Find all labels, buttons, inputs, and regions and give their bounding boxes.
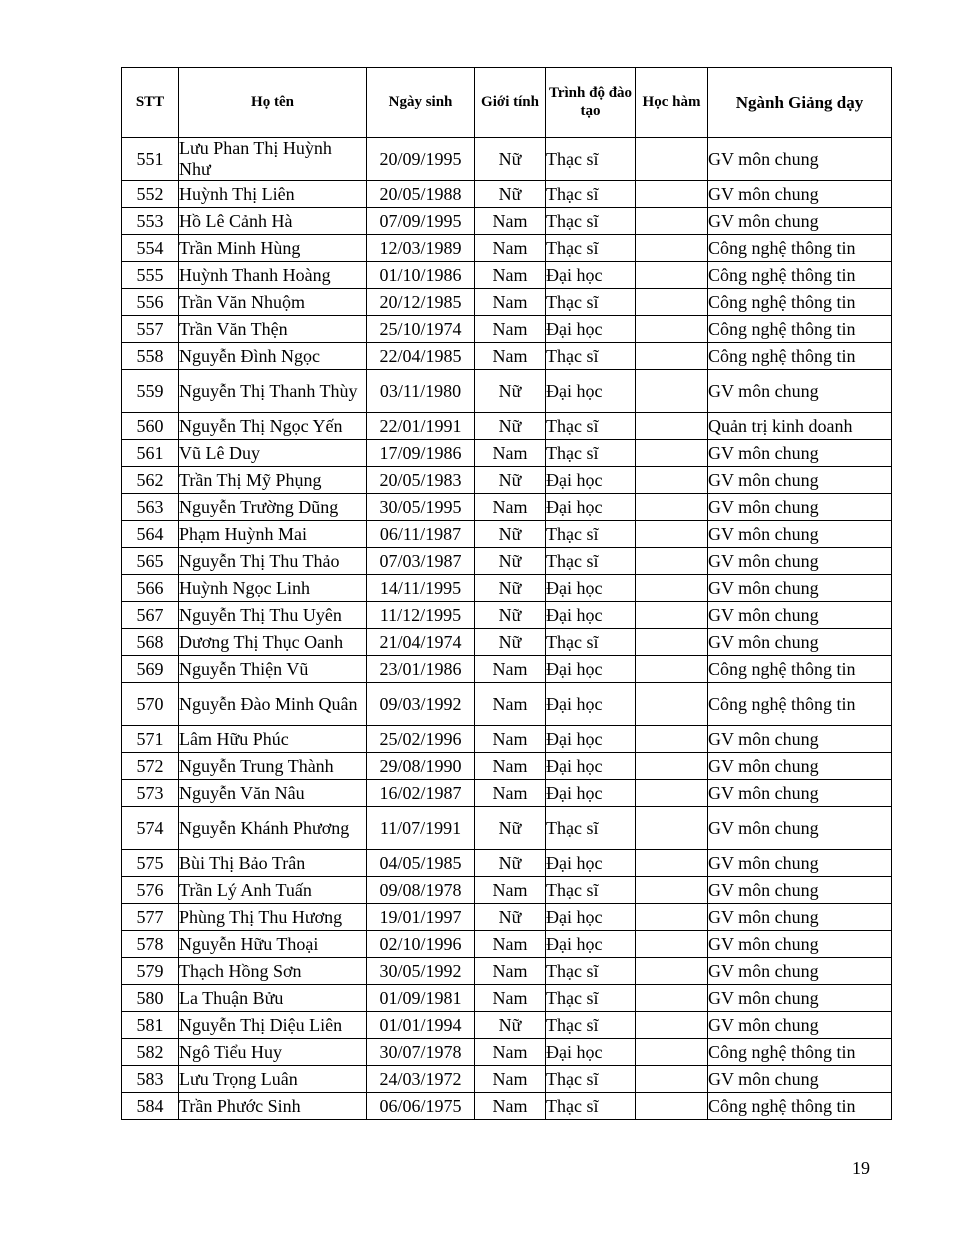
cell-major: Công nghệ thông tin — [708, 289, 892, 316]
cell-degree: Đại học — [546, 931, 636, 958]
cell-gender: Nữ — [475, 467, 546, 494]
table-row — [122, 753, 892, 780]
cell-major: Công nghệ thông tin — [708, 683, 892, 726]
cell-gender: Nam — [475, 753, 546, 780]
cell-dob: 16/02/1987 — [367, 780, 475, 807]
cell-gender: Nam — [475, 289, 546, 316]
cell-name: La Thuận Bửu — [179, 985, 367, 1012]
header-degree: Trình độ đào tạo — [546, 68, 636, 138]
cell-dob: 07/09/1995 — [367, 208, 475, 235]
cell-gender: Nữ — [475, 181, 546, 208]
cell-degree: Thạc sĩ — [546, 343, 636, 370]
cell-degree: Thạc sĩ — [546, 548, 636, 575]
cell-degree: Thạc sĩ — [546, 289, 636, 316]
cell-major: Công nghệ thông tin — [708, 1093, 892, 1120]
cell-major: GV môn chung — [708, 904, 892, 931]
cell-stt: 575 — [122, 850, 179, 877]
cell-major: Công nghệ thông tin — [708, 316, 892, 343]
cell-name: Phạm Huỳnh Mai — [179, 521, 367, 548]
cell-degree: Đại học — [546, 656, 636, 683]
table-row — [122, 262, 892, 289]
cell-stt: 555 — [122, 262, 179, 289]
table-row — [122, 780, 892, 807]
cell-stt: 580 — [122, 985, 179, 1012]
table-row — [122, 235, 892, 262]
cell-stt: 576 — [122, 877, 179, 904]
cell-academic-title — [636, 138, 708, 181]
cell-dob: 12/03/1989 — [367, 235, 475, 262]
cell-degree: Đại học — [546, 575, 636, 602]
cell-major: GV môn chung — [708, 208, 892, 235]
header-dob: Ngày sinh — [367, 68, 475, 138]
cell-academic-title — [636, 521, 708, 548]
staff-table — [121, 67, 892, 1120]
cell-academic-title — [636, 629, 708, 656]
cell-academic-title — [636, 1093, 708, 1120]
cell-stt: 570 — [122, 683, 179, 726]
cell-major: GV môn chung — [708, 138, 892, 181]
cell-name: Lưu Phan Thị Huỳnh Như — [179, 138, 367, 181]
cell-academic-title — [636, 985, 708, 1012]
cell-name: Huỳnh Thị Liên — [179, 181, 367, 208]
table-row — [122, 413, 892, 440]
cell-dob: 17/09/1986 — [367, 440, 475, 467]
cell-degree: Thạc sĩ — [546, 1012, 636, 1039]
cell-stt: 552 — [122, 181, 179, 208]
cell-major: GV môn chung — [708, 521, 892, 548]
cell-stt: 571 — [122, 726, 179, 753]
cell-name: Nguyễn Thiện Vũ — [179, 656, 367, 683]
cell-academic-title — [636, 494, 708, 521]
cell-academic-title — [636, 753, 708, 780]
cell-dob: 25/02/1996 — [367, 726, 475, 753]
cell-stt: 582 — [122, 1039, 179, 1066]
cell-gender: Nữ — [475, 521, 546, 548]
header-gender: Giới tính — [475, 68, 546, 138]
table-row — [122, 602, 892, 629]
cell-major: GV môn chung — [708, 726, 892, 753]
cell-academic-title — [636, 850, 708, 877]
cell-dob: 11/07/1991 — [367, 807, 475, 850]
cell-degree: Thạc sĩ — [546, 138, 636, 181]
cell-dob: 20/12/1985 — [367, 289, 475, 316]
cell-stt: 558 — [122, 343, 179, 370]
cell-dob: 22/01/1991 — [367, 413, 475, 440]
table-row — [122, 316, 892, 343]
cell-major: Công nghệ thông tin — [708, 656, 892, 683]
table-row — [122, 877, 892, 904]
cell-stt: 568 — [122, 629, 179, 656]
cell-dob: 07/03/1987 — [367, 548, 475, 575]
cell-academic-title — [636, 877, 708, 904]
cell-dob: 25/10/1974 — [367, 316, 475, 343]
cell-name: Lưu Trọng Luân — [179, 1066, 367, 1093]
table-row — [122, 440, 892, 467]
cell-academic-title — [636, 262, 708, 289]
cell-degree: Thạc sĩ — [546, 1066, 636, 1093]
cell-degree: Đại học — [546, 494, 636, 521]
cell-name: Nguyễn Khánh Phương — [179, 807, 367, 850]
cell-stt: 569 — [122, 656, 179, 683]
cell-gender: Nam — [475, 494, 546, 521]
cell-major: Công nghệ thông tin — [708, 235, 892, 262]
cell-degree: Thạc sĩ — [546, 877, 636, 904]
cell-stt: 554 — [122, 235, 179, 262]
table-row — [122, 726, 892, 753]
cell-degree: Thạc sĩ — [546, 440, 636, 467]
cell-name: Ngô Tiểu Huy — [179, 1039, 367, 1066]
cell-name: Nguyễn Đình Ngọc — [179, 343, 367, 370]
cell-stt: 564 — [122, 521, 179, 548]
cell-gender: Nam — [475, 1066, 546, 1093]
cell-degree: Thạc sĩ — [546, 958, 636, 985]
cell-dob: 30/07/1978 — [367, 1039, 475, 1066]
cell-dob: 21/04/1974 — [367, 629, 475, 656]
cell-major: GV môn chung — [708, 370, 892, 413]
header-name: Họ tên — [179, 68, 367, 138]
cell-degree: Đại học — [546, 780, 636, 807]
cell-degree: Thạc sĩ — [546, 208, 636, 235]
table-row — [122, 343, 892, 370]
cell-major: GV môn chung — [708, 548, 892, 575]
cell-academic-title — [636, 656, 708, 683]
cell-degree: Thạc sĩ — [546, 181, 636, 208]
table-row — [122, 181, 892, 208]
cell-academic-title — [636, 181, 708, 208]
cell-academic-title — [636, 548, 708, 575]
cell-academic-title — [636, 316, 708, 343]
cell-gender: Nam — [475, 726, 546, 753]
table-row — [122, 629, 892, 656]
cell-major: GV môn chung — [708, 985, 892, 1012]
cell-dob: 02/10/1996 — [367, 931, 475, 958]
cell-name: Nguyễn Thị Thanh Thùy — [179, 370, 367, 413]
cell-gender: Nữ — [475, 904, 546, 931]
cell-degree: Đại học — [546, 467, 636, 494]
cell-dob: 30/05/1995 — [367, 494, 475, 521]
table-row — [122, 958, 892, 985]
cell-major: GV môn chung — [708, 629, 892, 656]
cell-name: Nguyễn Trung Thành — [179, 753, 367, 780]
cell-name: Lâm Hữu Phúc — [179, 726, 367, 753]
cell-degree: Đại học — [546, 850, 636, 877]
cell-academic-title — [636, 958, 708, 985]
cell-major: GV môn chung — [708, 850, 892, 877]
cell-major: Công nghệ thông tin — [708, 262, 892, 289]
cell-dob: 23/01/1986 — [367, 656, 475, 683]
cell-academic-title — [636, 370, 708, 413]
cell-stt: 556 — [122, 289, 179, 316]
cell-academic-title — [636, 904, 708, 931]
table-row — [122, 1012, 892, 1039]
cell-gender: Nam — [475, 958, 546, 985]
cell-stt: 577 — [122, 904, 179, 931]
table-row — [122, 904, 892, 931]
cell-major: Công nghệ thông tin — [708, 343, 892, 370]
cell-name: Nguyễn Đào Minh Quân — [179, 683, 367, 726]
cell-name: Hồ Lê Cảnh Hà — [179, 208, 367, 235]
cell-gender: Nam — [475, 656, 546, 683]
cell-degree: Đại học — [546, 683, 636, 726]
table-header-row — [122, 68, 892, 138]
cell-name: Dương Thị Thục Oanh — [179, 629, 367, 656]
cell-stt: 565 — [122, 548, 179, 575]
cell-academic-title — [636, 343, 708, 370]
cell-major: Công nghệ thông tin — [708, 1039, 892, 1066]
cell-degree: Đại học — [546, 602, 636, 629]
cell-major: GV môn chung — [708, 575, 892, 602]
cell-name: Nguyễn Thị Thu Uyên — [179, 602, 367, 629]
cell-gender: Nữ — [475, 138, 546, 181]
cell-dob: 14/11/1995 — [367, 575, 475, 602]
cell-dob: 11/12/1995 — [367, 602, 475, 629]
cell-degree: Đại học — [546, 904, 636, 931]
cell-dob: 01/10/1986 — [367, 262, 475, 289]
cell-name: Trần Lý Anh Tuấn — [179, 877, 367, 904]
cell-gender: Nam — [475, 780, 546, 807]
table-row — [122, 467, 892, 494]
cell-major: GV môn chung — [708, 1012, 892, 1039]
cell-stt: 551 — [122, 138, 179, 181]
cell-dob: 29/08/1990 — [367, 753, 475, 780]
cell-name: Trần Văn Thện — [179, 316, 367, 343]
table-row — [122, 656, 892, 683]
cell-degree: Thạc sĩ — [546, 413, 636, 440]
cell-name: Thạch Hồng Sơn — [179, 958, 367, 985]
cell-academic-title — [636, 1039, 708, 1066]
table-row — [122, 1093, 892, 1120]
header-major: Ngành Giảng dạy — [708, 68, 892, 138]
cell-gender: Nam — [475, 262, 546, 289]
cell-stt: 567 — [122, 602, 179, 629]
cell-gender: Nữ — [475, 807, 546, 850]
cell-dob: 24/03/1972 — [367, 1066, 475, 1093]
cell-stt: 557 — [122, 316, 179, 343]
table-row — [122, 850, 892, 877]
cell-stt: 553 — [122, 208, 179, 235]
cell-dob: 06/06/1975 — [367, 1093, 475, 1120]
cell-degree: Đại học — [546, 370, 636, 413]
cell-name: Nguyễn Văn Nâu — [179, 780, 367, 807]
cell-degree: Đại học — [546, 726, 636, 753]
cell-name: Nguyễn Thị Thu Thảo — [179, 548, 367, 575]
cell-dob: 30/05/1992 — [367, 958, 475, 985]
cell-gender: Nam — [475, 985, 546, 1012]
cell-academic-title — [636, 807, 708, 850]
cell-dob: 09/03/1992 — [367, 683, 475, 726]
table-row — [122, 575, 892, 602]
cell-dob: 09/08/1978 — [367, 877, 475, 904]
cell-academic-title — [636, 1066, 708, 1093]
cell-dob: 20/05/1983 — [367, 467, 475, 494]
cell-stt: 574 — [122, 807, 179, 850]
cell-major: GV môn chung — [708, 753, 892, 780]
cell-academic-title — [636, 575, 708, 602]
cell-degree: Thạc sĩ — [546, 629, 636, 656]
cell-academic-title — [636, 440, 708, 467]
cell-academic-title — [636, 726, 708, 753]
cell-gender: Nữ — [475, 602, 546, 629]
cell-name: Nguyễn Thị Ngọc Yến — [179, 413, 367, 440]
cell-stt: 578 — [122, 931, 179, 958]
cell-gender: Nam — [475, 440, 546, 467]
cell-degree: Thạc sĩ — [546, 235, 636, 262]
cell-academic-title — [636, 1012, 708, 1039]
cell-degree: Thạc sĩ — [546, 985, 636, 1012]
table-row — [122, 289, 892, 316]
cell-stt: 563 — [122, 494, 179, 521]
cell-name: Trần Văn Nhuộm — [179, 289, 367, 316]
cell-gender: Nam — [475, 343, 546, 370]
cell-stt: 581 — [122, 1012, 179, 1039]
cell-gender: Nam — [475, 316, 546, 343]
cell-stt: 559 — [122, 370, 179, 413]
cell-name: Nguyễn Trường Dũng — [179, 494, 367, 521]
cell-major: GV môn chung — [708, 931, 892, 958]
cell-gender: Nữ — [475, 575, 546, 602]
cell-gender: Nam — [475, 931, 546, 958]
cell-degree: Đại học — [546, 1039, 636, 1066]
cell-gender: Nữ — [475, 548, 546, 575]
cell-name: Trần Thị Mỹ Phụng — [179, 467, 367, 494]
cell-stt: 572 — [122, 753, 179, 780]
table-row — [122, 521, 892, 548]
cell-gender: Nam — [475, 1039, 546, 1066]
cell-academic-title — [636, 683, 708, 726]
cell-dob: 04/05/1985 — [367, 850, 475, 877]
table-row — [122, 138, 892, 181]
cell-dob: 20/09/1995 — [367, 138, 475, 181]
cell-dob: 01/09/1981 — [367, 985, 475, 1012]
cell-degree: Thạc sĩ — [546, 1093, 636, 1120]
cell-academic-title — [636, 467, 708, 494]
cell-stt: 561 — [122, 440, 179, 467]
cell-major: GV môn chung — [708, 494, 892, 521]
table-row — [122, 370, 892, 413]
cell-name: Huỳnh Thanh Hoàng — [179, 262, 367, 289]
cell-name: Nguyễn Thị Diệu Liên — [179, 1012, 367, 1039]
table-row — [122, 494, 892, 521]
cell-major: GV môn chung — [708, 440, 892, 467]
cell-name: Huỳnh Ngọc Linh — [179, 575, 367, 602]
cell-major: GV môn chung — [708, 780, 892, 807]
cell-degree: Thạc sĩ — [546, 521, 636, 548]
cell-academic-title — [636, 931, 708, 958]
cell-gender: Nam — [475, 877, 546, 904]
cell-gender: Nữ — [475, 370, 546, 413]
cell-dob: 20/05/1988 — [367, 181, 475, 208]
cell-stt: 562 — [122, 467, 179, 494]
cell-degree: Thạc sĩ — [546, 807, 636, 850]
table-row — [122, 1066, 892, 1093]
cell-name: Nguyễn Hữu Thoại — [179, 931, 367, 958]
cell-stt: 560 — [122, 413, 179, 440]
cell-stt: 584 — [122, 1093, 179, 1120]
table-row — [122, 683, 892, 726]
cell-academic-title — [636, 602, 708, 629]
cell-gender: Nữ — [475, 850, 546, 877]
cell-stt: 583 — [122, 1066, 179, 1093]
cell-degree: Đại học — [546, 262, 636, 289]
page-number: 19 — [852, 1158, 870, 1178]
cell-academic-title — [636, 235, 708, 262]
cell-gender: Nam — [475, 683, 546, 726]
cell-name: Vũ Lê Duy — [179, 440, 367, 467]
table-row — [122, 985, 892, 1012]
cell-major: GV môn chung — [708, 958, 892, 985]
table-row — [122, 931, 892, 958]
cell-name: Trần Minh Hùng — [179, 235, 367, 262]
table-row — [122, 548, 892, 575]
cell-gender: Nữ — [475, 629, 546, 656]
cell-dob: 22/04/1985 — [367, 343, 475, 370]
cell-dob: 03/11/1980 — [367, 370, 475, 413]
header-stt: STT — [122, 68, 179, 138]
cell-dob: 06/11/1987 — [367, 521, 475, 548]
cell-major: GV môn chung — [708, 602, 892, 629]
cell-gender: Nữ — [475, 413, 546, 440]
cell-academic-title — [636, 208, 708, 235]
cell-academic-title — [636, 289, 708, 316]
cell-academic-title — [636, 780, 708, 807]
cell-gender: Nam — [475, 1093, 546, 1120]
cell-name: Phùng Thị Thu Hương — [179, 904, 367, 931]
cell-gender: Nữ — [475, 1012, 546, 1039]
cell-gender: Nam — [475, 208, 546, 235]
cell-academic-title — [636, 413, 708, 440]
cell-name: Trần Phước Sinh — [179, 1093, 367, 1120]
cell-degree: Đại học — [546, 316, 636, 343]
table-row — [122, 208, 892, 235]
table-row — [122, 1039, 892, 1066]
cell-stt: 579 — [122, 958, 179, 985]
cell-major: GV môn chung — [708, 467, 892, 494]
cell-major: GV môn chung — [708, 877, 892, 904]
cell-major: GV môn chung — [708, 181, 892, 208]
cell-degree: Đại học — [546, 753, 636, 780]
cell-stt: 573 — [122, 780, 179, 807]
cell-dob: 19/01/1997 — [367, 904, 475, 931]
cell-major: GV môn chung — [708, 1066, 892, 1093]
cell-dob: 01/01/1994 — [367, 1012, 475, 1039]
cell-stt: 566 — [122, 575, 179, 602]
table-row — [122, 807, 892, 850]
cell-major: Quản trị kinh doanh — [708, 413, 892, 440]
cell-major: GV môn chung — [708, 807, 892, 850]
header-academic-title: Học hàm — [636, 68, 708, 138]
cell-name: Bùi Thị Bảo Trân — [179, 850, 367, 877]
cell-gender: Nam — [475, 235, 546, 262]
